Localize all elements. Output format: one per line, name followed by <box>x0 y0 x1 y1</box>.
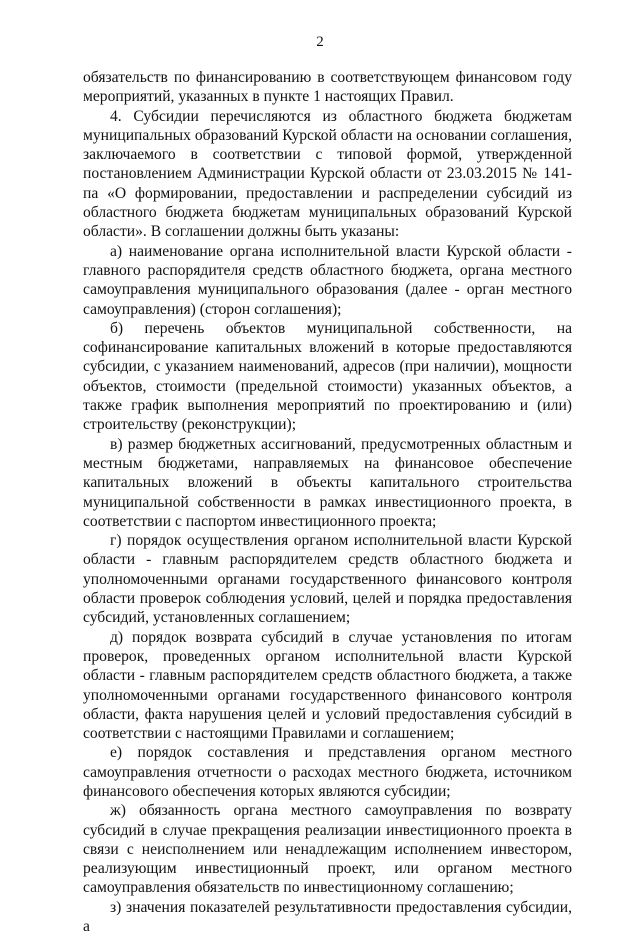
paragraph-item-z: з) значения показателей результативности предоставления субсидии, а <box>83 898 572 936</box>
paragraph-continuation: обязательств по финансированию в соответствующем финансовом году мероприятий, указанных в пункте 1 настоящих Правил. <box>83 69 572 106</box>
paragraph-item-a: а) наименование органа исполнительной власти Курской области - главного распорядителя средств областного бюджета, органа местного самоуправления муниципального образования (далее - орган местного самоуправления) (сторон соглашения); <box>83 242 572 318</box>
paragraph-item-g: г) порядок осуществления органом исполнительной власти Курской области - главным распорядителем средств областного бюджета и уполномоченными органами государственного финансового контроля области проверок соблюдения условий, целей и порядка предоставления субсидий, установленных соглашением; <box>83 532 572 627</box>
page-number: 2 <box>316 34 324 50</box>
paragraph-item-v: в) размер бюджетных ассигнований, предусмотренных областным и местным бюджетами, направляемых на финансовое обеспечение капитальных вложений в объекты капитального строительства муниципальной собственности в рамках инвестиционного проекта, в соответствии с паспортом инвестиционного проекта; <box>83 435 572 530</box>
paragraph-item-e: е) порядок составления и представления органом местного самоуправления отчетности о расходах местного бюджета, источником финансового обеспечения которых являются субсидии; <box>83 744 572 800</box>
paragraph-item-d: д) порядок возврата субсидий в случае установления по итогам проверок, проведенных органом исполнительной власти Курской области - главным распорядителем средств областного бюджета, а также уполномоченными органами государственного финансового контроля области, факта нарушения целей и условий предоставления субсидий в соответствии с настоящими Правилами и соглашением; <box>83 628 572 743</box>
document-body <box>83 68 572 936</box>
paragraph-item-4: 4. Субсидии перечисляются из областного бюджета бюджетам муниципальных образований Курской области на основании соглашения, заключаемого в соответствии с типовой формой, утвержденной постановлением Администрации Курской области от 23.03.2015 № 141-па «О формировании, предоставлении и распределении субсидий из областного бюджета бюджетам муниципальных образований Курской области». В соглашении должны быть указаны: <box>83 107 572 241</box>
paragraph-item-b: б) перечень объектов муниципальной собственности, на софинансирование капитальных вложений в которые предоставляются субсидии, с указанием наименований, адресов (при наличии), мощности объектов, стоимости (предельной стоимости) указанных объектов, а также график выполнения мероприятий по проектированию и (или) строительству (реконструкции); <box>83 319 572 434</box>
paragraph-item-zh: ж) обязанность органа местного самоуправления по возврату субсидий в случае прекращения реализации инвестиционного проекта в связи с неисполнением или ненадлежащим исполнением инвестором, реализующим инвестиционный проект, или органом местного самоуправления обязательств по инвестиционному соглашению; <box>83 802 572 897</box>
